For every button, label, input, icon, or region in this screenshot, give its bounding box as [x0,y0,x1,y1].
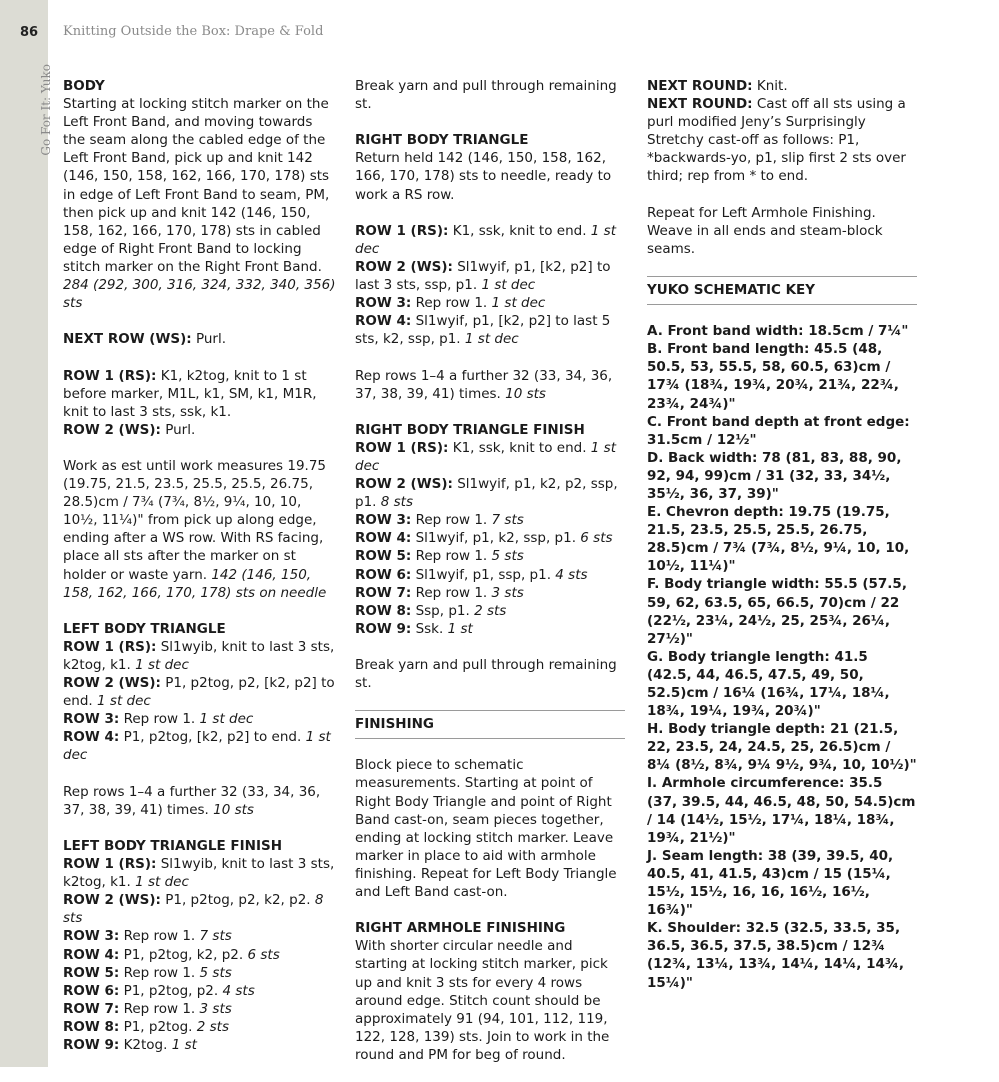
row-item: ROW 4: Sl1wyif, p1, k2, ssp, p1. 6 sts [355,530,613,547]
lbtf-heading: LEFT BODY TRIANGLE FINISH [63,837,282,854]
row-item: ROW 9: Ssk. 1 st [355,620,473,637]
key-item: C. Front band depth at front edge: 31.5cm / 12½" [647,413,910,448]
body-count: 284 (292, 300, 316, 324, 332, 340, 356) sts [63,277,336,312]
row-item: ROW 3: Rep row 1. 7 sts [355,512,524,529]
raf-heading: RIGHT ARMHOLE FINISHING [355,920,566,937]
column-1 [63,77,338,1072]
column-3 [647,77,917,1010]
key-item: G. Body triangle length: 41.5 (42.5, 44, 46.5, 47.5, 49, 50, 52.5)cm / 16¼ (16¾, 17¼, 18¼, 18¾, 19¼, 19¾, 20¾)" [647,648,890,720]
rbt-text: Return held 142 (146, 150, 158, 162, 166, 170, 178) sts to needle, ready to work a RS row. [355,150,612,203]
left-body-triangle [63,620,338,765]
row-item: ROW 2 (WS): Sl1wyif, p1, k2, p2, ssp, p1. 8 sts [355,476,618,511]
row-item: ROW 7: Rep row 1. 3 sts [63,1000,232,1017]
round-item: NEXT ROUND: Cast off all sts using a purl modified Jeny’s Surprisingly Stretchy cast-off as follows: P1, *backwards-yo, p1, slip first 2 sts over third; rep from * to end. [647,96,906,185]
row-item: ROW 2 (WS): Sl1wyif, p1, [k2, p2] to last 3 sts, ssp, p1. 1 st dec [355,258,611,294]
key-item: D. Back width: 78 (81, 83, 88, 90, 92, 94, 99)cm / 31 (32, 33, 34½, 35½, 36, 37, 39)" [647,449,902,502]
row-item: ROW 3: Rep row 1. 1 st dec [355,295,546,312]
finishing-heading: FINISHING [355,710,625,739]
key-item: F. Body triangle width: 55.5 (57.5, 59, 62, 63.5, 65, 66.5, 70)cm / 22 (22½, 23¼, 24½, 25, 25¾, 26¼, 27½)" [647,576,907,647]
key-item: K. Shoulder: 32.5 (32.5, 33.5, 35, 36.5, 36.5, 37.5, 38.5)cm / 12¾ (12¾, 13¼, 13¾, 14¼, 14¼, 14¾, 15¼)" [647,920,905,991]
row-item: ROW 4: Sl1wyif, p1, [k2, p2] to last 5 sts, k2, ssp, p1. 1 st dec [355,313,611,348]
work-count: 142 (146, 150, 158, 162, 166, 170, 178) sts on needle [63,566,327,601]
page-number: 86 [20,25,39,40]
next-row-text: Purl. [195,331,227,348]
repeat-paragraph: Repeat for Left Armhole Finishing. Weave in all ends and steam-block seams. [647,204,883,257]
schematic-key-heading: YUKO SCHEMATIC KEY [647,276,917,305]
key-item: I. Armhole circumference: 35.5 (37, 39.5, 44, 46.5, 48, 50, 54.5)cm / 14 (14½, 15½, 17¼, 18¼, 18¾, 19¾, 21½)" [647,775,916,846]
row-item: ROW 2 (WS): P1, p2tog, p2, [k2, p2] to end. 1 st dec [63,675,335,710]
row-item: ROW 8: P1, p2tog. 2 sts [63,1018,229,1035]
row-item: ROW 6: P1, p2tog, p2. 4 sts [63,982,255,999]
row-item: ROW 7: Rep row 1. 3 sts [355,584,524,601]
work-text: Work as est until work measures 19.75 (19.75, 21.5, 23.5, 25.5, 25.5, 26.75, 28.5)cm / 7¾ (7¾, 8½, 9¼, 10, 10, 10½, 11¼)" from pick up along edge, ending after a WS row. With RS facing, place all sts after the marker on st holder or waste yarn. [63,457,327,583]
key-item: H. Body triangle depth: 21 (21.5, 22, 23.5, 24, 24.5, 25, 26.5)cm / 8¼ (8½, 8¾, 9¼ 9½, 9¾, 10, 10½)" [647,721,917,774]
side-label: Go For It: Yuko [39,64,53,156]
schematic-key-list [647,322,917,991]
work-paragraph [63,457,338,602]
left-body-triangle-finish [63,837,338,1054]
rbt-repeat: Rep rows 1–4 a further 32 (33, 34, 36, 37, 38, 39, 41) times. 10 sts [355,367,613,402]
row-item: ROW 5: Rep row 1. 5 sts [63,964,232,981]
break-yarn-1: Break yarn and pull through remaining st. [355,78,617,113]
body-text: Starting at locking stitch marker on the Left Front Band, and moving towards the seam along the cabled edge of the Left Front Band, pick up and knit 142 (146, 150, 158, 162, 166, 170, 178) sts in edge of Left Front Band to seam, PM, then pick up and knit 142 (146, 150, 158, 162, 166, 170, 178) sts in cabled edge of Right Front Band to locking stitch marker on the Right Front Band. [63,96,330,275]
row-item: ROW 5: Rep row 1. 5 sts [355,548,524,565]
body-heading: BODY [63,78,105,94]
key-item: J. Seam length: 38 (39, 39.5, 40, 40.5, 41, 41.5, 43)cm / 15 (15¼, 15½, 15½, 16, 16, 16½, 16½, 16¾)" [647,847,894,919]
rbtf-heading: RIGHT BODY TRIANGLE FINISH [355,421,585,438]
row-item: ROW 3: Rep row 1. 7 sts [63,928,232,945]
right-armhole-finishing [355,919,625,1064]
row-item: ROW 1 (RS): K1, k2tog, knit to 1 st before marker, M1L, k1, SM, k1, M1R, knit to last 3 sts, ssk, k1. [63,367,317,420]
key-item: A. Front band width: 18.5cm / 7¼" [647,323,909,340]
finishing-paragraph: Block piece to schematic measurements. Starting at point of Right Body Triangle and point of Right Band cast-on, seam pieces together, ending at locking stitch marker. Leave marker in place to aid with armhole finishing. Repeat for Left Body Triangle and Left Band cast-on. [355,757,617,901]
row-item: ROW 1 (RS): K1, ssk, knit to end. 1 st dec [355,222,617,257]
lbt-repeat: Rep rows 1–4 a further 32 (33, 34, 36, 37, 38, 39, 41) times. 10 sts [63,783,321,818]
row-item: ROW 4: P1, p2tog, k2, p2. 6 sts [63,946,280,963]
next-rounds [647,77,917,186]
right-body-triangle [355,131,625,203]
row-item: ROW 1 (RS): Sl1wyib, knit to last 3 sts, k2tog, k1. 1 st dec [63,638,335,673]
row-item: ROW 1 (RS): K1, ssk, knit to end. 1 st dec [355,439,617,474]
running-head: Knitting Outside the Box: Drape & Fold [63,24,324,39]
body-section [63,77,338,312]
break-yarn-2: Break yarn and pull through remaining st. [355,657,617,692]
row-item: ROW 2 (WS): P1, p2tog, p2, k2, p2. 8 sts [63,892,324,927]
next-row-label: NEXT ROW (WS): [63,331,192,348]
row-item: ROW 2 (WS): Purl. [63,421,196,438]
row-item: ROW 8: Ssp, p1. 2 sts [355,602,507,619]
next-row [63,330,338,348]
row-item: ROW 1 (RS): Sl1wyib, knit to last 3 sts, k2tog, k1. 1 st dec [63,856,335,891]
round-item: NEXT ROUND: Knit. [647,78,788,94]
column-2 [355,77,625,1082]
key-item: E. Chevron depth: 19.75 (19.75, 21.5, 23.5, 25.5, 25.5, 26.75, 28.5)cm / 7¾ (7¾, 8½, 9¼, 10, 10, 10½, 11¼)" [647,504,910,575]
row-item: ROW 3: Rep row 1. 1 st dec [63,711,254,728]
right-body-triangle-finish [355,421,625,638]
rbt-heading: RIGHT BODY TRIANGLE [355,132,529,149]
lbt-heading: LEFT BODY TRIANGLE [63,620,226,637]
rbt-rows [355,222,625,349]
key-item: B. Front band length: 45.5 (48, 50.5, 53, 55.5, 58, 60.5, 63)cm / 17¾ (18¾, 19¾, 20¾, 21¾, 22¾, 23¾, 24¾)" [647,341,899,412]
row-item: ROW 6: Sl1wyif, p1, ssp, p1. 4 sts [355,566,588,583]
row-item: ROW 9: K2tog. 1 st [63,1036,197,1053]
side-strip [0,0,53,1067]
body-rows [63,367,338,439]
raf-text: With shorter circular needle and starting at locking stitch marker, pick up and knit 3 sts for every 4 rows around edge. Stitch count should be approximately 91 (94, 101, 112, 119, 122, 128, 139) sts. Join to work in the round and PM for beg of round. [355,938,610,1063]
row-item: ROW 4: P1, p2tog, [k2, p2] to end. 1 st dec [63,729,331,764]
